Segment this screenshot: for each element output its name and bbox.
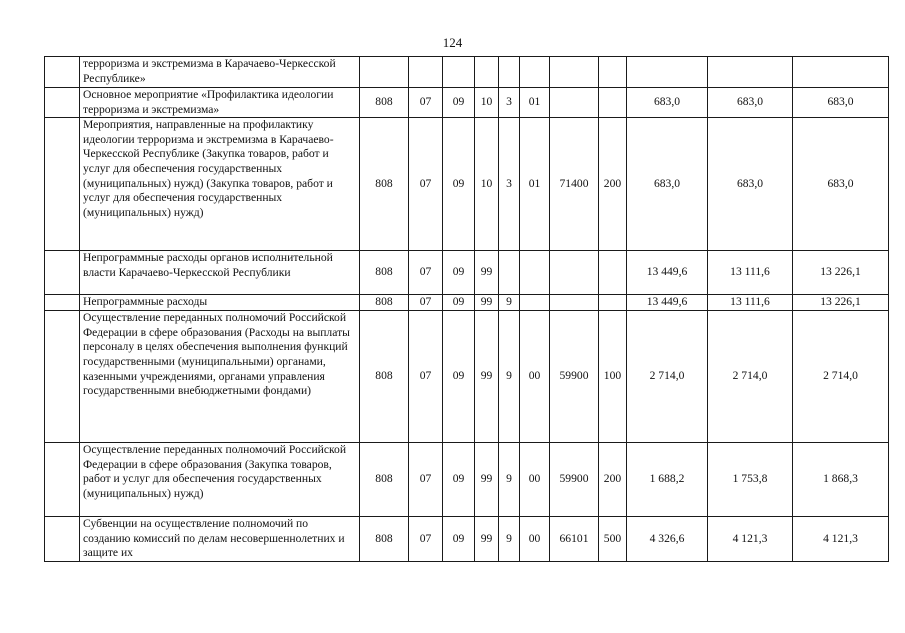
cell-program: 10 — [475, 118, 499, 251]
cell-subprogram: 3 — [499, 118, 520, 251]
cell-subprogram — [499, 251, 520, 295]
cell-main-activity — [520, 295, 550, 311]
cell-vedomstvo: 808 — [360, 295, 409, 311]
cell-amount-year-3 — [793, 57, 889, 88]
cell-expense-direction: 59900 — [550, 311, 599, 443]
cell-amount-year-3: 13 226,1 — [793, 295, 889, 311]
cell-program — [475, 57, 499, 88]
cell-main-activity: 00 — [520, 517, 550, 562]
cell-program: 10 — [475, 88, 499, 118]
cell-program: 99 — [475, 311, 499, 443]
cell-amount-year-3: 2 714,0 — [793, 311, 889, 443]
cell-amount-year-2: 683,0 — [708, 118, 793, 251]
cell-vedomstvo: 808 — [360, 118, 409, 251]
cell-expense-name: Непрограммные расходы органов исполнительной власти Карачаево-Черкесской Республики — [80, 251, 360, 295]
cell-program: 99 — [475, 517, 499, 562]
table-row — [45, 311, 889, 443]
cell-vedomstvo: 808 — [360, 517, 409, 562]
cell-index — [45, 88, 80, 118]
cell-subprogram: 9 — [499, 295, 520, 311]
cell-expense-name: Мероприятия, направленные на профилактику идеологии терроризма и экстремизма в Карачаево-Черкесской Республике (Закупка товаров, работ и услуг для обеспечения государственных (муниципальных) нужд) (Закупка товаров, работ и услуг для обеспечения государственных (муниципальных) нужд) — [80, 118, 360, 251]
cell-index — [45, 57, 80, 88]
table-row — [45, 251, 889, 295]
cell-expense-type: 100 — [599, 311, 627, 443]
budget-table — [44, 56, 889, 562]
cell-index — [45, 517, 80, 562]
table-row — [45, 118, 889, 251]
cell-amount-year-3: 683,0 — [793, 118, 889, 251]
cell-vedomstvo: 808 — [360, 251, 409, 295]
cell-razdel: 07 — [409, 443, 443, 517]
cell-expense-direction: 71400 — [550, 118, 599, 251]
cell-expense-direction — [550, 251, 599, 295]
cell-subprogram: 9 — [499, 443, 520, 517]
cell-amount-year-1: 1 688,2 — [627, 443, 708, 517]
cell-program: 99 — [475, 295, 499, 311]
cell-podrazdel: 09 — [443, 517, 475, 562]
cell-main-activity: 00 — [520, 311, 550, 443]
cell-expense-name: терроризма и экстремизма в Карачаево-Черкесской Республике» — [80, 57, 360, 88]
cell-amount-year-1: 683,0 — [627, 118, 708, 251]
cell-index — [45, 251, 80, 295]
cell-amount-year-3: 4 121,3 — [793, 517, 889, 562]
cell-amount-year-2: 4 121,3 — [708, 517, 793, 562]
cell-expense-name: Непрограммные расходы — [80, 295, 360, 311]
cell-podrazdel: 09 — [443, 251, 475, 295]
cell-main-activity — [520, 57, 550, 88]
cell-expense-direction: 59900 — [550, 443, 599, 517]
cell-expense-type: 500 — [599, 517, 627, 562]
cell-expense-type: 200 — [599, 118, 627, 251]
cell-subprogram: 9 — [499, 517, 520, 562]
table-row — [45, 517, 889, 562]
cell-amount-year-2: 1 753,8 — [708, 443, 793, 517]
cell-amount-year-1: 2 714,0 — [627, 311, 708, 443]
cell-vedomstvo: 808 — [360, 88, 409, 118]
cell-expense-name: Осуществление переданных полномочий Российской Федерации в сфере образования (Расходы на выплаты персоналу в целях обеспечения выполнения функций государственными (муниципальными) органами, казенными учреждениями, органами управления государственными внебюджетными фондами) — [80, 311, 360, 443]
cell-expense-name: Субвенции на осуществление полномочий по созданию комиссий по делам несовершеннолетних и защите их — [80, 517, 360, 562]
table-row — [45, 88, 889, 118]
cell-razdel: 07 — [409, 311, 443, 443]
cell-expense-type — [599, 251, 627, 295]
table-row — [45, 57, 889, 88]
cell-amount-year-2: 13 111,6 — [708, 251, 793, 295]
cell-main-activity: 01 — [520, 88, 550, 118]
cell-index — [45, 295, 80, 311]
cell-main-activity — [520, 251, 550, 295]
cell-main-activity: 01 — [520, 118, 550, 251]
cell-main-activity: 00 — [520, 443, 550, 517]
cell-expense-type — [599, 295, 627, 311]
cell-razdel: 07 — [409, 251, 443, 295]
cell-index — [45, 118, 80, 251]
cell-amount-year-2: 13 111,6 — [708, 295, 793, 311]
cell-index — [45, 443, 80, 517]
cell-podrazdel: 09 — [443, 443, 475, 517]
cell-subprogram — [499, 57, 520, 88]
cell-amount-year-1: 4 326,6 — [627, 517, 708, 562]
table-row — [45, 443, 889, 517]
cell-expense-type — [599, 88, 627, 118]
cell-amount-year-3: 1 868,3 — [793, 443, 889, 517]
cell-razdel: 07 — [409, 88, 443, 118]
cell-razdel: 07 — [409, 118, 443, 251]
cell-expense-type — [599, 57, 627, 88]
table-row — [45, 295, 889, 311]
cell-amount-year-2: 683,0 — [708, 88, 793, 118]
table-body — [45, 57, 889, 562]
cell-subprogram: 3 — [499, 88, 520, 118]
cell-expense-direction — [550, 295, 599, 311]
cell-podrazdel: 09 — [443, 88, 475, 118]
cell-expense-name: Основное мероприятие «Профилактика идеологии терроризма и экстремизма» — [80, 88, 360, 118]
cell-amount-year-3: 683,0 — [793, 88, 889, 118]
cell-index — [45, 311, 80, 443]
cell-amount-year-2: 2 714,0 — [708, 311, 793, 443]
cell-razdel: 07 — [409, 517, 443, 562]
cell-amount-year-2 — [708, 57, 793, 88]
cell-expense-name: Осуществление переданных полномочий Российской Федерации в сфере образования (Закупка товаров, работ и услуг для обеспечения государственных (муниципальных) нужд) — [80, 443, 360, 517]
cell-vedomstvo — [360, 57, 409, 88]
cell-expense-direction — [550, 88, 599, 118]
cell-podrazdel: 09 — [443, 118, 475, 251]
cell-vedomstvo: 808 — [360, 311, 409, 443]
cell-expense-type: 200 — [599, 443, 627, 517]
cell-amount-year-1: 13 449,6 — [627, 295, 708, 311]
page-number: 124 — [442, 35, 463, 50]
cell-expense-direction: 66101 — [550, 517, 599, 562]
cell-podrazdel: 09 — [443, 295, 475, 311]
cell-amount-year-1: 13 449,6 — [627, 251, 708, 295]
cell-podrazdel: 09 — [443, 311, 475, 443]
cell-razdel: 07 — [409, 295, 443, 311]
cell-amount-year-1 — [627, 57, 708, 88]
cell-expense-direction — [550, 57, 599, 88]
cell-program: 99 — [475, 443, 499, 517]
cell-subprogram: 9 — [499, 311, 520, 443]
cell-podrazdel — [443, 57, 475, 88]
cell-amount-year-3: 13 226,1 — [793, 251, 889, 295]
cell-amount-year-1: 683,0 — [627, 88, 708, 118]
cell-vedomstvo: 808 — [360, 443, 409, 517]
cell-razdel — [409, 57, 443, 88]
cell-program: 99 — [475, 251, 499, 295]
